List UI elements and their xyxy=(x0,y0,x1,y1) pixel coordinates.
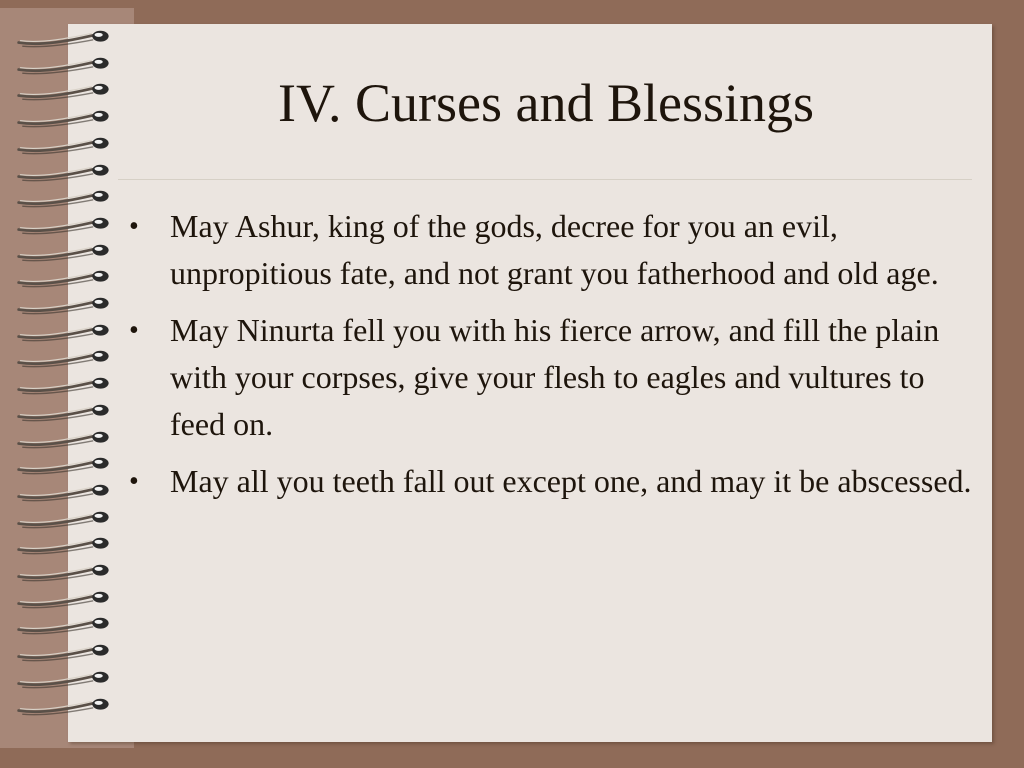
spiral-ring-icon xyxy=(10,482,120,502)
spiral-ring-icon xyxy=(10,535,120,555)
spiral-ring-icon xyxy=(10,509,120,529)
bullet-item xyxy=(126,307,976,448)
spiral-ring-icon xyxy=(10,295,120,315)
bullet-item xyxy=(126,203,976,297)
bullet-marker: • xyxy=(129,466,139,497)
spiral-ring-icon xyxy=(10,402,120,422)
spiral-ring-icon xyxy=(10,642,120,662)
bullet-text: May all you teeth fall out except one, and may it be abscessed. xyxy=(170,463,972,499)
spiral-ring-icon xyxy=(10,589,120,609)
spiral-ring-icon xyxy=(10,242,120,262)
bullet-item xyxy=(126,458,976,505)
spiral-ring-icon xyxy=(10,215,120,235)
spiral-ring-icon xyxy=(10,455,120,475)
spiral-ring-icon xyxy=(10,348,120,368)
spiral-ring-icon xyxy=(10,28,120,48)
spiral-ring-icon xyxy=(10,55,120,75)
spiral-ring-icon xyxy=(10,615,120,635)
spiral-ring-icon xyxy=(10,322,120,342)
bullet-marker: • xyxy=(129,211,139,242)
spiral-ring-icon xyxy=(10,188,120,208)
spiral-ring-icon xyxy=(10,375,120,395)
spiral-ring-icon xyxy=(10,669,120,689)
spiral-ring-icon xyxy=(10,162,120,182)
spiral-binding xyxy=(10,28,120,748)
bullet-text: May Ninurta fell you with his fierce arrow, and fill the plain with your corpses, give your flesh to eagles and vultures to feed on. xyxy=(170,312,940,442)
bullet-marker: • xyxy=(129,315,139,346)
bullet-text: May Ashur, king of the gods, decree for you an evil, unpropitious fate, and not grant you fatherhood and old age. xyxy=(170,208,939,291)
spiral-ring-icon xyxy=(10,268,120,288)
spiral-ring-icon xyxy=(10,429,120,449)
slide-title: IV. Curses and Blessings xyxy=(277,73,815,133)
bullet-list xyxy=(126,203,976,515)
spiral-ring-icon xyxy=(10,696,120,716)
spiral-ring-icon xyxy=(10,135,120,155)
spiral-ring-icon xyxy=(10,562,120,582)
title-divider xyxy=(118,179,972,180)
